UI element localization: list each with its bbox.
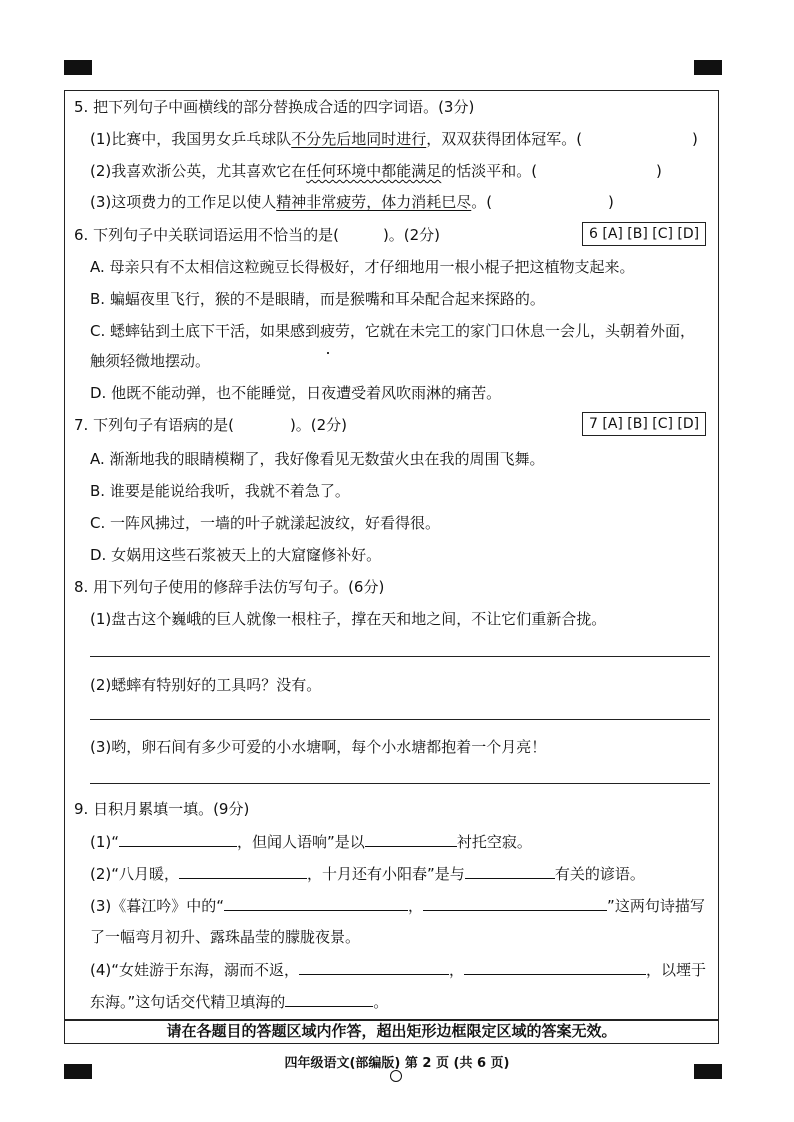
scan-dot — [390, 1070, 402, 1082]
q8-sentence-3: (3)哟，卵石间有多少可爱的小水塘啊，每个小水塘都抱着一个月亮！ — [90, 738, 547, 756]
page-footer: 四年级语文(部编版) 第 2 页 (共 6 页) — [284, 1056, 510, 1071]
q9-blank[interactable] — [119, 832, 237, 847]
q9-item-4-line2: 东海。”这句话交代精卫填海的 。 — [90, 993, 389, 1011]
q8-sentence-2: (2)蟋蟀有特别好的工具吗？没有。 — [90, 676, 322, 694]
scan-speck — [327, 352, 329, 354]
q6-option-a: A. 母亲只有不太相信这粒豌豆长得极好，才仔细地用一根小棍子把这植物支起来。 — [90, 258, 635, 276]
q9-blank[interactable] — [224, 896, 408, 911]
q9-blank[interactable] — [423, 896, 607, 911]
q6-option-b: B. 蝙蝠夜里飞行，猴的不是眼睛，而是猴嘴和耳朵配合起来探路的。 — [90, 290, 545, 308]
q9-item-2: (2)“八月暖， ，十月还有小阳春”是与 有关的谚语。 — [90, 865, 645, 883]
q6-option-d: D. 他既不能动弹，也不能睡觉，日夜遭受着风吹雨淋的痛苦。 — [90, 384, 502, 402]
q5-s2-close: ) — [656, 162, 662, 180]
q9-blank[interactable] — [365, 832, 457, 847]
q7-option-d: D. 女娲用这些石浆被天上的大窟窿修补好。 — [90, 546, 382, 564]
q5-title: 5. 把下列句子中画横线的部分替换成合适的四字词语。(3分) — [74, 98, 475, 116]
q6-answer-box[interactable]: 6 [A] [B] [C] [D] — [582, 222, 706, 246]
q9-item-3-line2: 了一幅弯月初升、露珠晶莹的朦胧夜景。 — [90, 928, 361, 946]
q5-sentence-2: (2)我喜欢浙公英，尤其喜欢它在任何环境中都能满足的恬淡平和。( — [90, 162, 538, 180]
q7-title: 7. 下列句子有语病的是( )。(2分) — [74, 416, 348, 434]
q5-sentence-1: (1)比赛中，我国男女乒乓球队不分先后地同时进行，双双获得团体冠军。( — [90, 130, 583, 148]
answer-area-notice: 请在各题目的答题区域内作答，超出矩形边框限定区域的答案无效。 — [64, 1020, 719, 1044]
registration-mark-top-right — [694, 60, 722, 75]
q9-blank[interactable] — [464, 960, 646, 975]
q6-option-c-line2: 触须轻微地摆动。 — [90, 352, 211, 370]
q8-answer-line-3[interactable] — [90, 783, 710, 784]
q6-option-c-line1: C. 蟋蟀钻到土底下干活，如果感到疲劳，它就在未完工的家门口休息一会儿，头朝着外面， — [90, 322, 696, 340]
q9-item-1: (1)“ ，但闻人语响”是以 衬托空寂。 — [90, 833, 532, 851]
q8-answer-line-1[interactable] — [90, 656, 710, 657]
q6-title: 6. 下列句子中关联词语运用不恰当的是( )。(2分) — [74, 226, 441, 244]
q7-option-b: B. 谁要是能说给我听，我就不着急了。 — [90, 482, 350, 500]
q9-blank[interactable] — [179, 864, 307, 879]
q8-answer-line-2[interactable] — [90, 719, 710, 720]
q7-answer-box[interactable]: 7 [A] [B] [C] [D] — [582, 412, 706, 436]
q7-option-c: C. 一阵风拂过，一墙的叶子就漾起波纹，好看得很。 — [90, 514, 441, 532]
q9-blank[interactable] — [465, 864, 555, 879]
q9-blank[interactable] — [299, 960, 449, 975]
q5-sentence-3: (3)这项费力的工作足以使人精神非常疲劳，体力消耗巳尽。( — [90, 193, 493, 211]
q9-title: 9. 日积月累填一填。(9分) — [74, 800, 250, 818]
q7-option-a: A. 渐渐地我的眼睛模糊了，我好像看见无数萤火虫在我的周围飞舞。 — [90, 450, 545, 468]
q8-title: 8. 用下列句子使用的修辞手法仿写句子。(6分) — [74, 578, 385, 596]
q9-item-4-line1: (4)“女娃游于东海，溺而不返， ， ，以堙于 — [90, 961, 707, 979]
q9-item-3-line1: (3)《暮江吟》中的“ ， ”这两句诗描写 — [90, 897, 705, 915]
q5-s3-close: ) — [608, 193, 614, 211]
q8-sentence-1: (1)盘古这个巍峨的巨人就像一根柱子，撑在天和地之间，不让它们重新合拢。 — [90, 610, 607, 628]
q5-s1-close: ) — [692, 130, 698, 148]
registration-mark-top-left — [64, 60, 92, 75]
q9-blank[interactable] — [285, 992, 373, 1007]
